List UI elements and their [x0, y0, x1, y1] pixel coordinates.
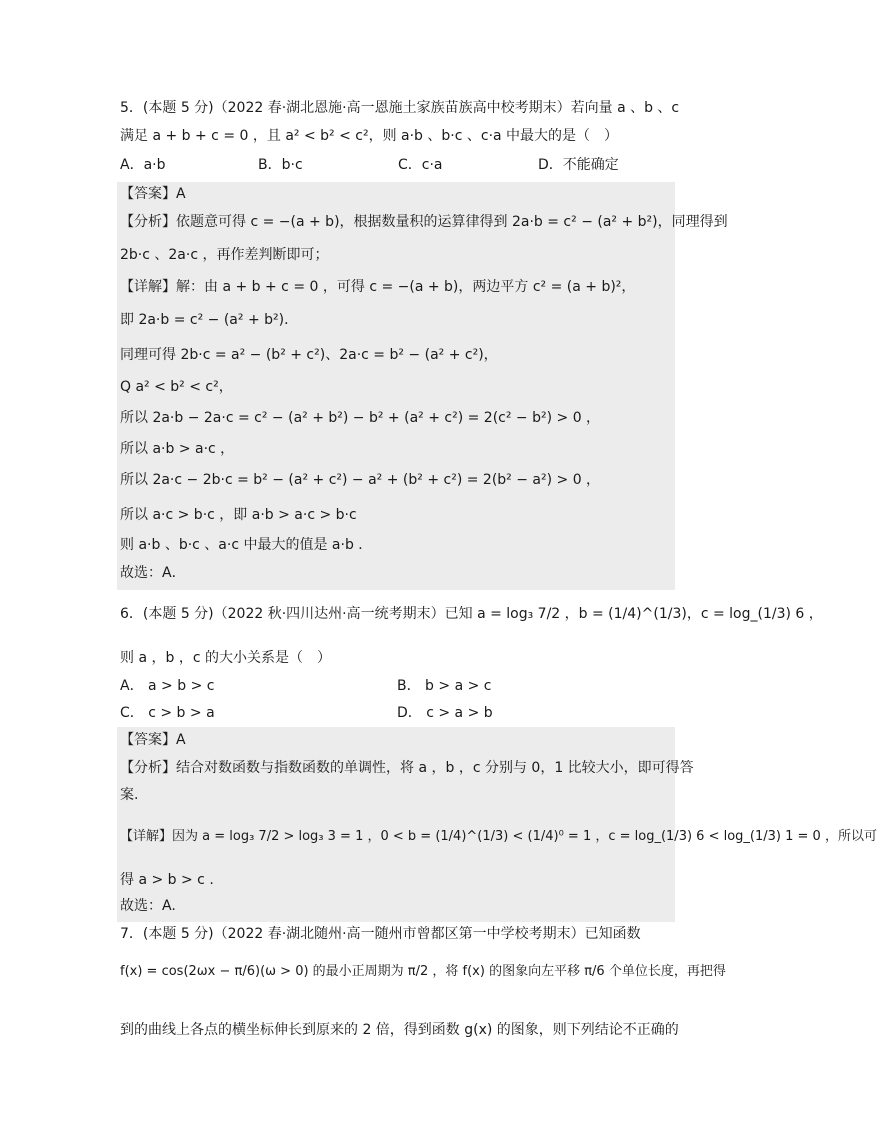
q6-option-b: B． b > a > c: [397, 678, 492, 694]
q5-conclusion: 故选：A．: [120, 565, 186, 581]
q6-answer-block: [117, 727, 675, 922]
q5-detail-line7: 所以 2a·c − 2b·c = b² − (a² + c²) − a² + (b² + c²) = 2(b² − a²) > 0 ，: [120, 472, 601, 488]
q6-analysis-line1: 【分析】结合对数函数与指数函数的单调性，将 a ，b ，c 分别与 0，1 比较大小，即可得答: [120, 760, 694, 776]
q5-analysis-line2: 2b·c 、2a·c ，再作差判断即可；: [120, 247, 329, 263]
q5-option-b: B．b·c: [258, 157, 303, 173]
q6-option-a: A． a > b > c: [120, 678, 215, 694]
q6-detail-line2: 得 a > b > c .: [120, 872, 214, 888]
q5-analysis-line1: 【分析】依题意可得 c = −(a + b)，根据数量积的运算律得到 2a·b = c² − (a² + b²)，同理得到: [120, 214, 728, 230]
q5-detail-line3: 同理可得 2b·c = a² − (b² + c²)、2a·c = b² − (a² + c²)，: [120, 347, 498, 363]
q6-conclusion: 故选：A.: [120, 898, 176, 914]
q6-option-d: D． c > a > b: [397, 705, 493, 721]
q6-answer: 【答案】A: [120, 732, 186, 748]
q6-detail-line1: 【详解】因为 a = log₃ 7/2 > log₃ 3 = 1 ，0 < b = (1/4)^(1/3) < (1/4)⁰ = 1 ，c = log_(1/3) 6 < log_(1/3) 1 = 0 ，所以可: [120, 829, 877, 844]
q5-option-d: D．不能确定: [538, 157, 619, 173]
q5-detail-line4: Q a² < b² < c²，: [120, 379, 233, 395]
q6-stem-line1: 6．(本题 5 分)（2022 秋·四川达州·高一统考期末）已知 a = log₃ 7/2 ，b = (1/4)^(1/3)，c = log_(1/3) 6 ，: [120, 606, 823, 622]
q5-stem-line1: 5．(本题 5 分)（2022 春·湖北恩施·高一恩施土家族苗族高中校考期末）若向量 a 、b 、c: [120, 100, 680, 116]
q5-detail-line2: 即 2a·b = c² − (a² + b²)．: [120, 312, 299, 328]
q6-option-c: C． c > b > a: [120, 705, 215, 721]
q6-stem-line2: 则 a ，b ，c 的大小关系是（ ）: [120, 650, 331, 666]
q5-detail-line8: 所以 a·c > b·c ，即 a·b > a·c > b·c: [120, 507, 357, 523]
q7-stem-line1: 7．(本题 5 分)（2022 春·湖北随州·高一随州市曾都区第一中学校考期末）已知函数: [120, 926, 641, 942]
q5-detail-line9: 则 a·b 、b·c 、a·c 中最大的值是 a·b ．: [120, 537, 373, 553]
q6-analysis-line2: 案.: [120, 787, 139, 803]
q5-detail-line6: 所以 a·b > a·c ，: [120, 441, 235, 457]
q5-stem-line2: 满足 a + b + c = 0 ，且 a² < b² < c²，则 a·b 、b·c 、c·a 中最大的是（ ）: [120, 128, 619, 144]
q5-option-c: C．c·a: [398, 157, 443, 173]
q5-option-a: A．a·b: [120, 157, 166, 173]
q7-stem-line2: f(x) = cos(2ωx − π/6)(ω > 0) 的最小正周期为 π/2 ，将 f(x) 的图象向左平移 π/6 个单位长度，再把得: [120, 964, 726, 979]
q7-stem-line3: 到的曲线上各点的横坐标伸长到原来的 2 倍，得到函数 g(x) 的图象，则下列结论不正确的: [120, 1022, 679, 1038]
q5-detail-line5: 所以 2a·b − 2a·c = c² − (a² + b²) − b² + (a² + c²) = 2(c² − b²) > 0 ，: [120, 410, 601, 426]
q5-detail-line1: 【详解】解：由 a + b + c = 0 ，可得 c = −(a + b)，两边平方 c² = (a + b)²，: [120, 279, 636, 295]
q5-answer: 【答案】A: [120, 186, 186, 202]
